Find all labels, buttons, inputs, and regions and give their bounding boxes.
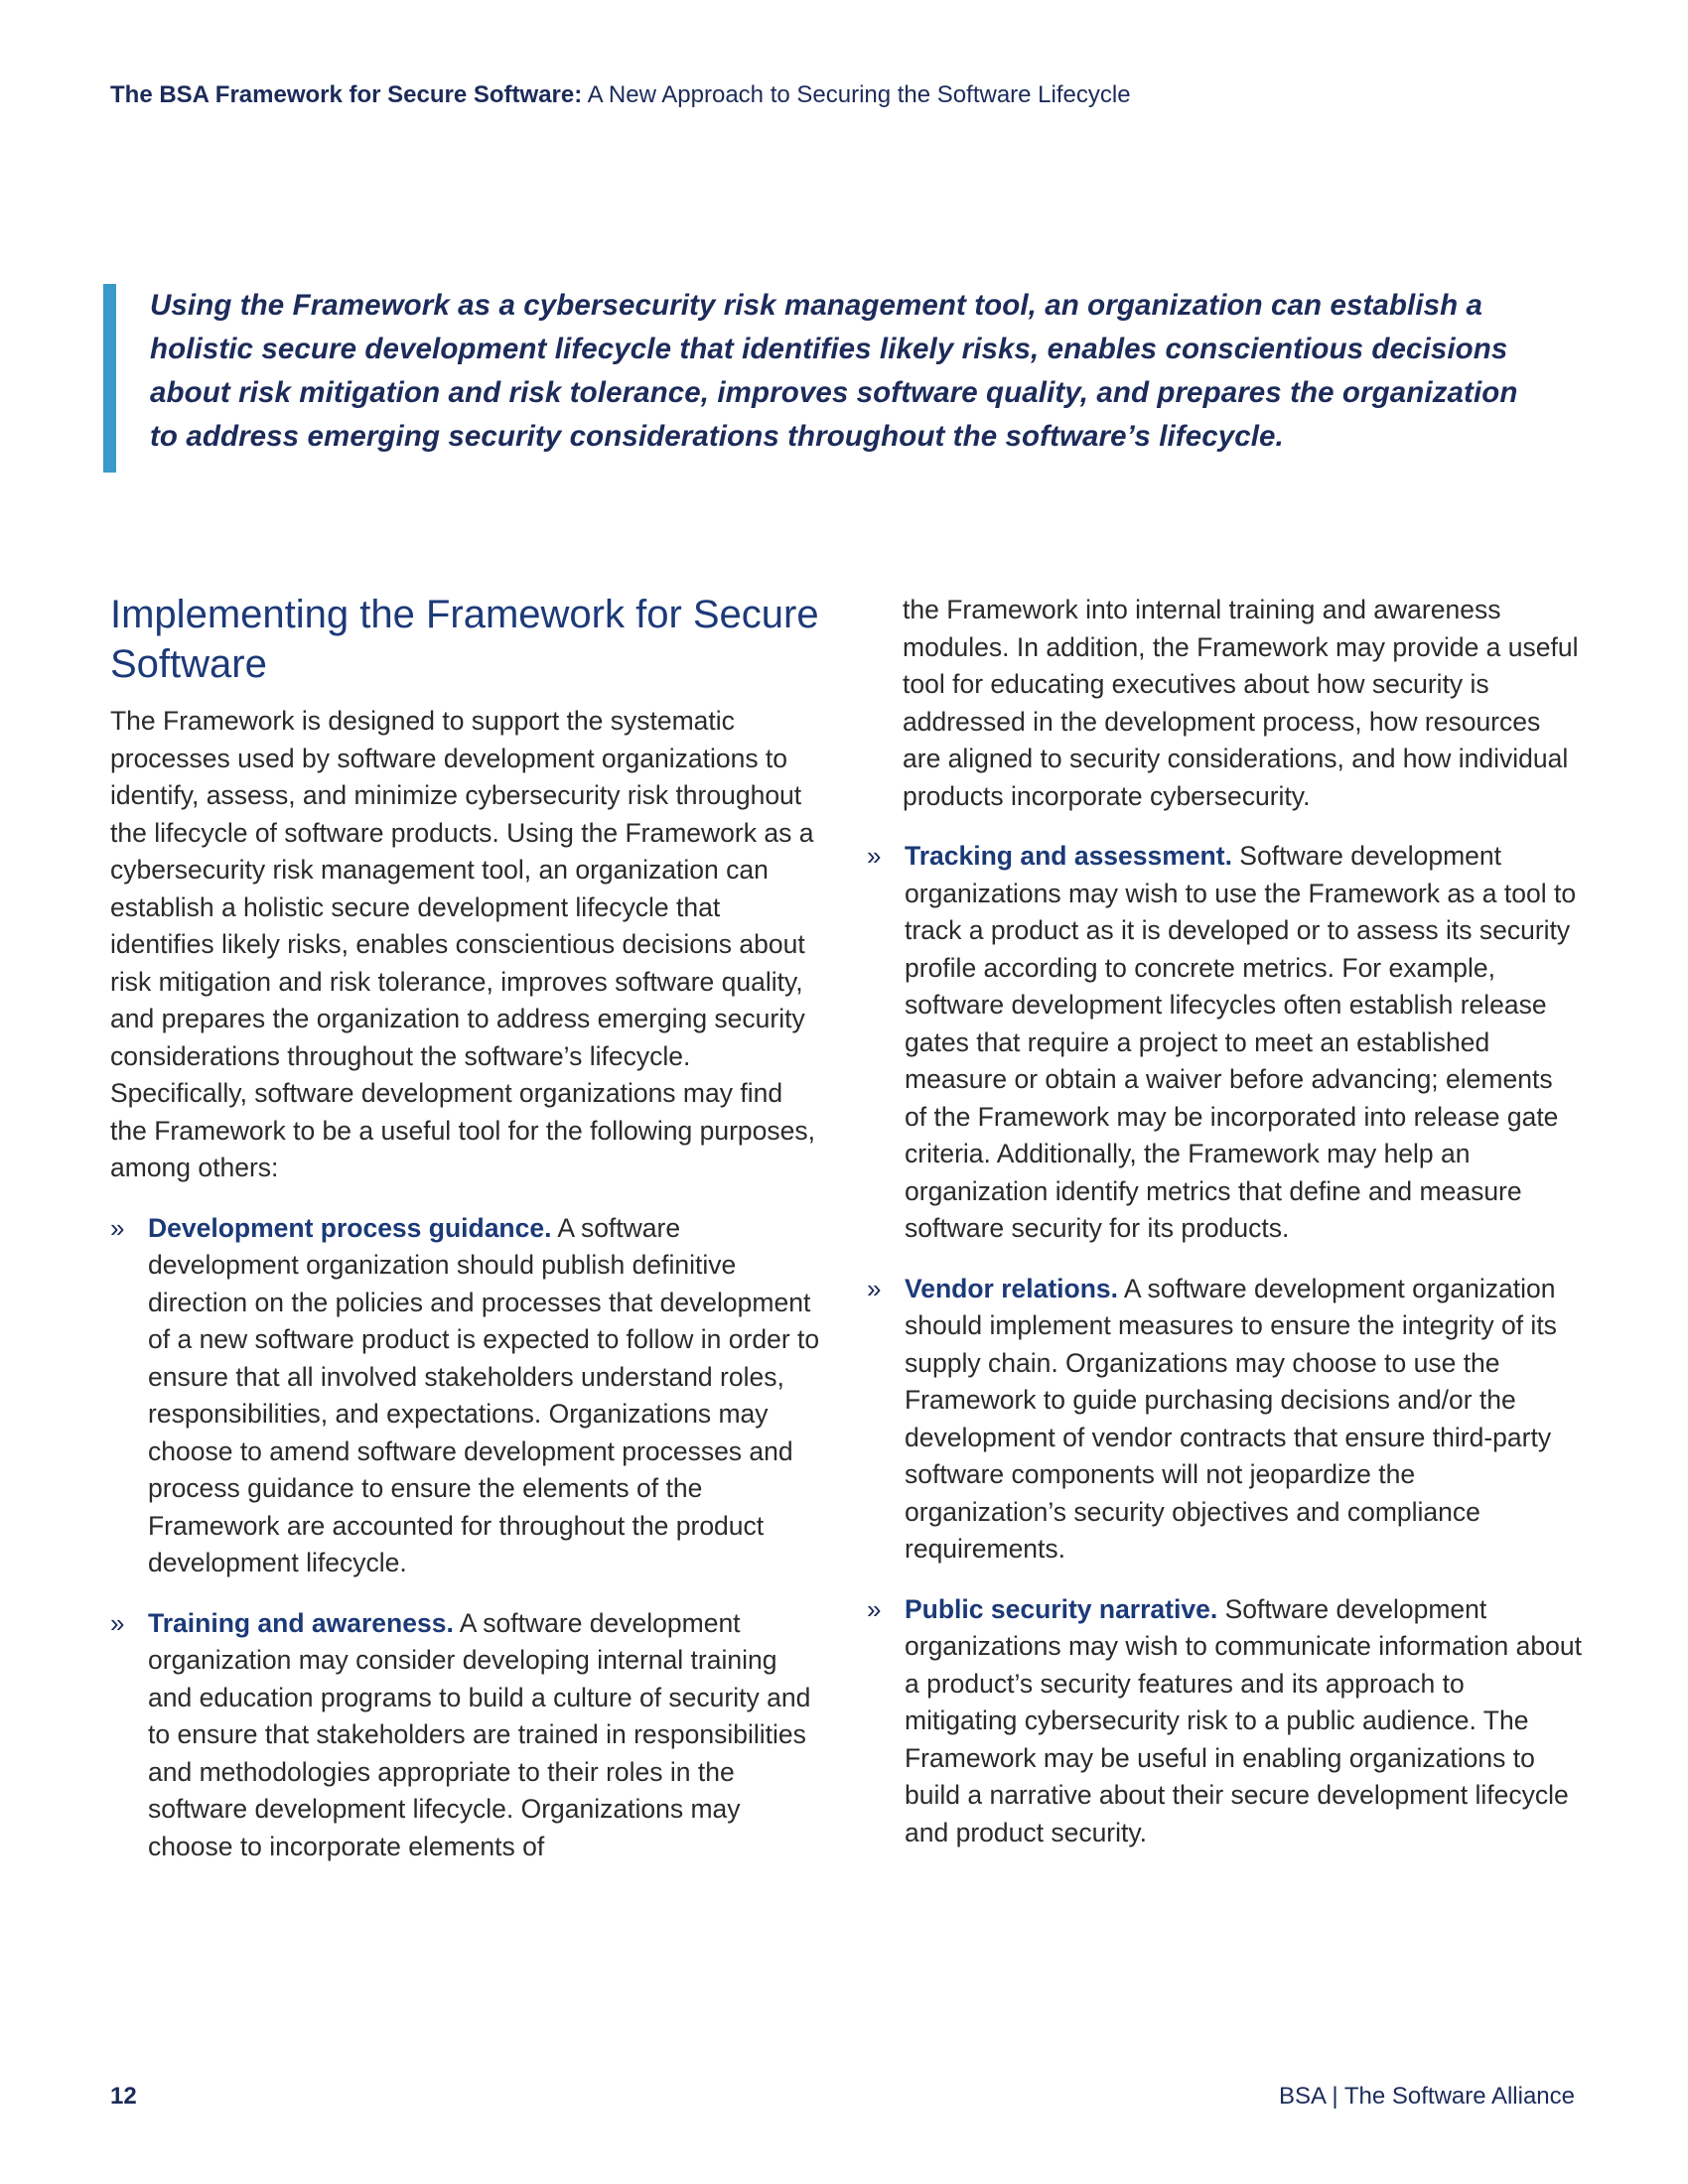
bullet-text: A software development organization should implement measures to ensure the integrity of its supply chain. Organizations may choose to use the Framework to guide purchasing decisions and/or the development of vendor contracts that ensure third-party software components will not jeopardize the organization’s security objectives and compliance requirements. xyxy=(905,1273,1557,1564)
page-number: 12 xyxy=(110,2083,137,2110)
header-title-bold: The BSA Framework for Secure Software: xyxy=(110,81,583,108)
list-item xyxy=(867,838,1582,1248)
continued-paragraph: the Framework into internal training and awareness modules. In addition, the Framework may provide a useful tool for educating executives about how security is addressed in the development process, how resources are aligned to security considerations, and how individual products incorporate cybersecurity. xyxy=(903,595,1579,811)
intro-paragraph: The Framework is designed to support the systematic processes used by software development organizations to identify, assess, and minimize cybersecurity risk throughout the lifecycle of software products. Using the Framework as a cybersecurity risk management tool, an organization can establish a holistic secure development lifecycle that identifies likely risks, enables conscientious decisions about risk mitigation and risk tolerance, improves software quality, and prepares the organization to address emerging security considerations throughout the software’s lifecycle. Specifically, software development organizations may find the Framework to be a useful tool for the following purposes, among others: xyxy=(110,706,815,1182)
right-column xyxy=(867,592,1582,1851)
bullet-text: Software development organizations may wish to communicate information about a product’s security features and its approach to mitigating cybersecurity risk to a public audience. The Framework may be useful in enabling organizations to build a narrative about their secure development lifecycle and product security. xyxy=(905,1593,1582,1847)
pull-quote xyxy=(103,284,1553,473)
list-item xyxy=(867,1271,1582,1569)
bullet-term: Development process guidance. xyxy=(148,1212,552,1243)
bullet-marker: » xyxy=(867,1593,882,1624)
pull-quote-text: Using the Framework as a cybersecurity risk management tool, an organization can establish a holistic secure development lifecycle that identifies likely risks, enables conscientious decisions about risk mitigation and risk tolerance, improves software quality, and prepares the organization to address emerging security considerations throughout the software’s lifecycle. xyxy=(150,289,1518,453)
list-item xyxy=(110,1210,825,1582)
section-heading: Implementing the Framework for Secure Software xyxy=(110,593,819,686)
bullet-term: Training and awareness. xyxy=(148,1607,454,1638)
running-header xyxy=(110,81,1580,109)
left-column xyxy=(110,590,825,1865)
bullet-text: A software development organization should publish definitive direction on the policies and processes that development of a new software product is expected to follow in order to ensure that all involved stakeholders understand roles, responsibilities, and expectations. Organizations may choose to amend software development processes and process guidance to ensure the elements of the Framework are accounted for throughout the product development lifecycle. xyxy=(148,1212,820,1577)
bullet-text: Software development organizations may wish to use the Framework as a tool to track a product as it is developed or to assess its security profile according to concrete metrics. For example, software development lifecycles often establish release gates that require a project to meet an established measure or obtain a waiver before advancing; elements of the Framework may be incorporated into release gate criteria. Additionally, the Framework may help an organization identify metrics that define and measure software security for its products. xyxy=(905,841,1577,1243)
bullet-marker: » xyxy=(867,1273,882,1303)
bullet-marker: » xyxy=(110,1607,125,1638)
bullet-marker: » xyxy=(110,1212,125,1243)
list-item xyxy=(867,1591,1582,1852)
bullet-marker: » xyxy=(867,841,882,871)
bullet-term: Public security narrative. xyxy=(905,1593,1218,1624)
list-item xyxy=(110,1605,825,1866)
bullet-term: Tracking and assessment. xyxy=(905,841,1232,871)
bullet-term: Vendor relations. xyxy=(905,1273,1119,1303)
bullet-text: A software development organization may consider developing internal training and education programs to build a culture of security and to ensure that stakeholders are trained in responsibilities and methodologies appropriate to their roles in the software development lifecycle. Organizations may choose to incorporate elements of xyxy=(148,1607,811,1861)
header-title-subtitle: A New Approach to Securing the Software Lifecycle xyxy=(582,81,1131,108)
footer-org: BSA | The Software Alliance xyxy=(1279,2083,1575,2110)
